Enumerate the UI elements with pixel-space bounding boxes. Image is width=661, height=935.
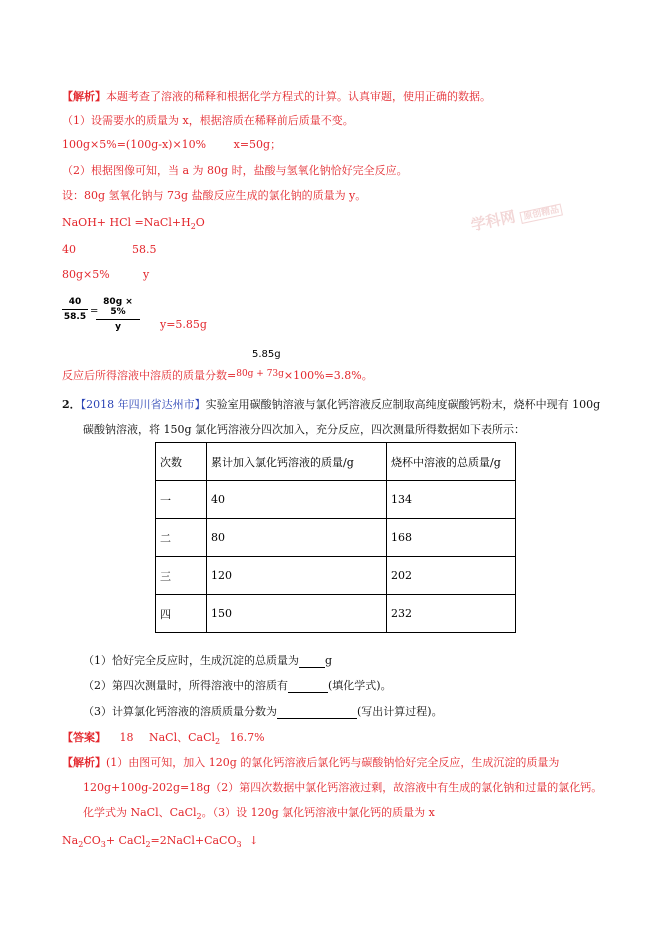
table-header-row (156, 443, 516, 481)
table-cell: 四 (156, 595, 207, 633)
molar-mass-585: 58.5 (132, 243, 157, 256)
table-cell: 三 (156, 557, 207, 595)
watermark-sub: 原创精品 (520, 203, 564, 223)
watermark-brand: 学科网 (469, 207, 518, 235)
table-cell: 202 (387, 557, 516, 595)
table-cell: 80 (207, 519, 387, 557)
final-result: ×100%=3.8%。 (283, 369, 373, 382)
table-row (156, 557, 516, 595)
question-text-1: 实验室用碳酸钠溶液与氯化钙溶液反应制取高纯度碳酸钙粉末，烧杯中现有 100g (205, 398, 601, 411)
subquestion-1 (83, 654, 332, 668)
final-denominator: 80g + 73g (236, 369, 284, 379)
watermark-logo (469, 196, 564, 236)
question-source: 【2018 年四川省达州市】 (80, 398, 206, 411)
precipitate-arrow: ↓ (249, 834, 259, 847)
reaction-right: O (195, 216, 205, 229)
molar-mass-40: 40 (62, 243, 76, 256)
mass-y: y (143, 268, 150, 281)
answer-tag: 【答案】 (62, 731, 106, 744)
analysis-line-1 (62, 90, 491, 104)
subquestion-2 (83, 679, 392, 693)
reaction-sub: 2 (190, 222, 196, 232)
step1-equation (62, 138, 281, 152)
fraction-2-den: y (115, 322, 121, 332)
solution2-equation: $Na_2CO_3+$ CaCl$_2$=2NaCl+CaCO$_3$ ↓ (62, 834, 259, 850)
mass-80g: 80g×5% (62, 268, 110, 281)
table-row (156, 519, 516, 557)
step1-eq-result: x=50g； (233, 138, 282, 151)
fraction-1-den: 58.5 (63, 312, 87, 322)
solution2-text-1: (1）由图可知，加入 120g 的氯化钙溶液后氯化钙与碳酸钠恰好完全反应，生成沉淀的质量为 (106, 756, 560, 769)
table-cell: 二 (156, 519, 207, 557)
answer-blank-2[interactable] (288, 680, 328, 693)
answer-value-2: NaCl、CaCl$_2$ (149, 731, 221, 747)
reaction-left: NaOH+ HCl =NaCl+H (62, 216, 191, 229)
answer-blank-1[interactable] (299, 655, 325, 668)
fraction-equals: = (90, 306, 99, 317)
table-cell: 120 (207, 557, 387, 595)
step2-setup: 设：80g 氢氧化钠与 73g 盐酸反应生成的氯化钠的质量为 y。 (62, 189, 367, 202)
table-header: 烧杯中溶液的总质量/g (387, 443, 516, 481)
step1-text: （1）设需要水的质量为 x，根据溶质在稀释前后质量不变。 (62, 114, 354, 127)
subquestion-1-unit: g (325, 654, 333, 667)
data-table (155, 442, 516, 633)
subquestion-3-text: （3）计算氯化钙溶液的溶质质量分数为 (83, 705, 277, 718)
subquestion-2-text: （2）第四次测量时，所得溶液中的溶质有 (83, 679, 288, 692)
solution2-line-3: 化学式为 NaCl、CaCl$_2$。（3）设 120g 氯化钙溶液中氯化钙的质量为 x (83, 806, 435, 822)
question-2-line-1 (62, 398, 600, 412)
table-row (156, 481, 516, 519)
answer-blank-3[interactable] (277, 706, 357, 719)
answer-value-1: 18 (119, 731, 134, 744)
solution2-line-2: 120g+100g-202g=18g（2）第四次数据中氯化钙溶液过剩，故溶液中有生成的氯化钠和过量的氯化钙。 (83, 781, 603, 794)
solution2-line-1 (62, 756, 559, 770)
table-cell: 40 (207, 481, 387, 519)
step1-eq-left: 100g×5%=(100g-x)×10% (62, 138, 207, 151)
y-result: y=5.85g (160, 318, 207, 331)
solution2-tag: 【解析】 (62, 756, 106, 769)
reaction-equation (62, 216, 205, 234)
subquestion-2-hint: (填化学式)。 (328, 679, 392, 692)
table-cell: 134 (387, 481, 516, 519)
answer-line (62, 731, 265, 749)
analysis-intro: 本题考查了溶液的稀释和根据化学方程式的计算。认真审题，使用正确的数据。 (106, 90, 491, 103)
subquestion-3 (83, 705, 443, 719)
fraction-1-num: 40 (68, 297, 82, 307)
small-numerator: 5.85g (252, 349, 281, 360)
final-percentage (62, 369, 373, 384)
final-text: 反应后所得溶液中溶质的质量分数= (62, 369, 237, 382)
step2-text: （2）根据图像可知，当 a 为 80g 时，盐酸与氢氧化钠恰好完全反应。 (62, 164, 408, 177)
analysis-tag: 【解析】 (62, 90, 106, 103)
table-cell: 168 (387, 519, 516, 557)
fraction-1 (62, 297, 88, 322)
table-cell: 232 (387, 595, 516, 633)
table-cell: 一 (156, 481, 207, 519)
table-header: 累计加入氯化钙溶液的质量/g (207, 443, 387, 481)
question-number: 2． (62, 398, 81, 411)
table-row (156, 595, 516, 633)
subquestion-3-hint: (写出计算过程)。 (357, 705, 443, 718)
question-text-2: 碳酸钠溶液，将 150g 氯化钙溶液分四次加入，充分反应，四次测量所得数据如下表所示： (83, 423, 526, 436)
fraction-2 (96, 297, 140, 332)
fraction-2-num: 80g × 5% (103, 297, 133, 317)
answer-value-3: 16.7% (229, 731, 265, 744)
table-header: 次数 (156, 443, 207, 481)
table-cell: 150 (207, 595, 387, 633)
subquestion-1-text: （1）恰好完全反应时，生成沉淀的总质量为 (83, 654, 299, 667)
